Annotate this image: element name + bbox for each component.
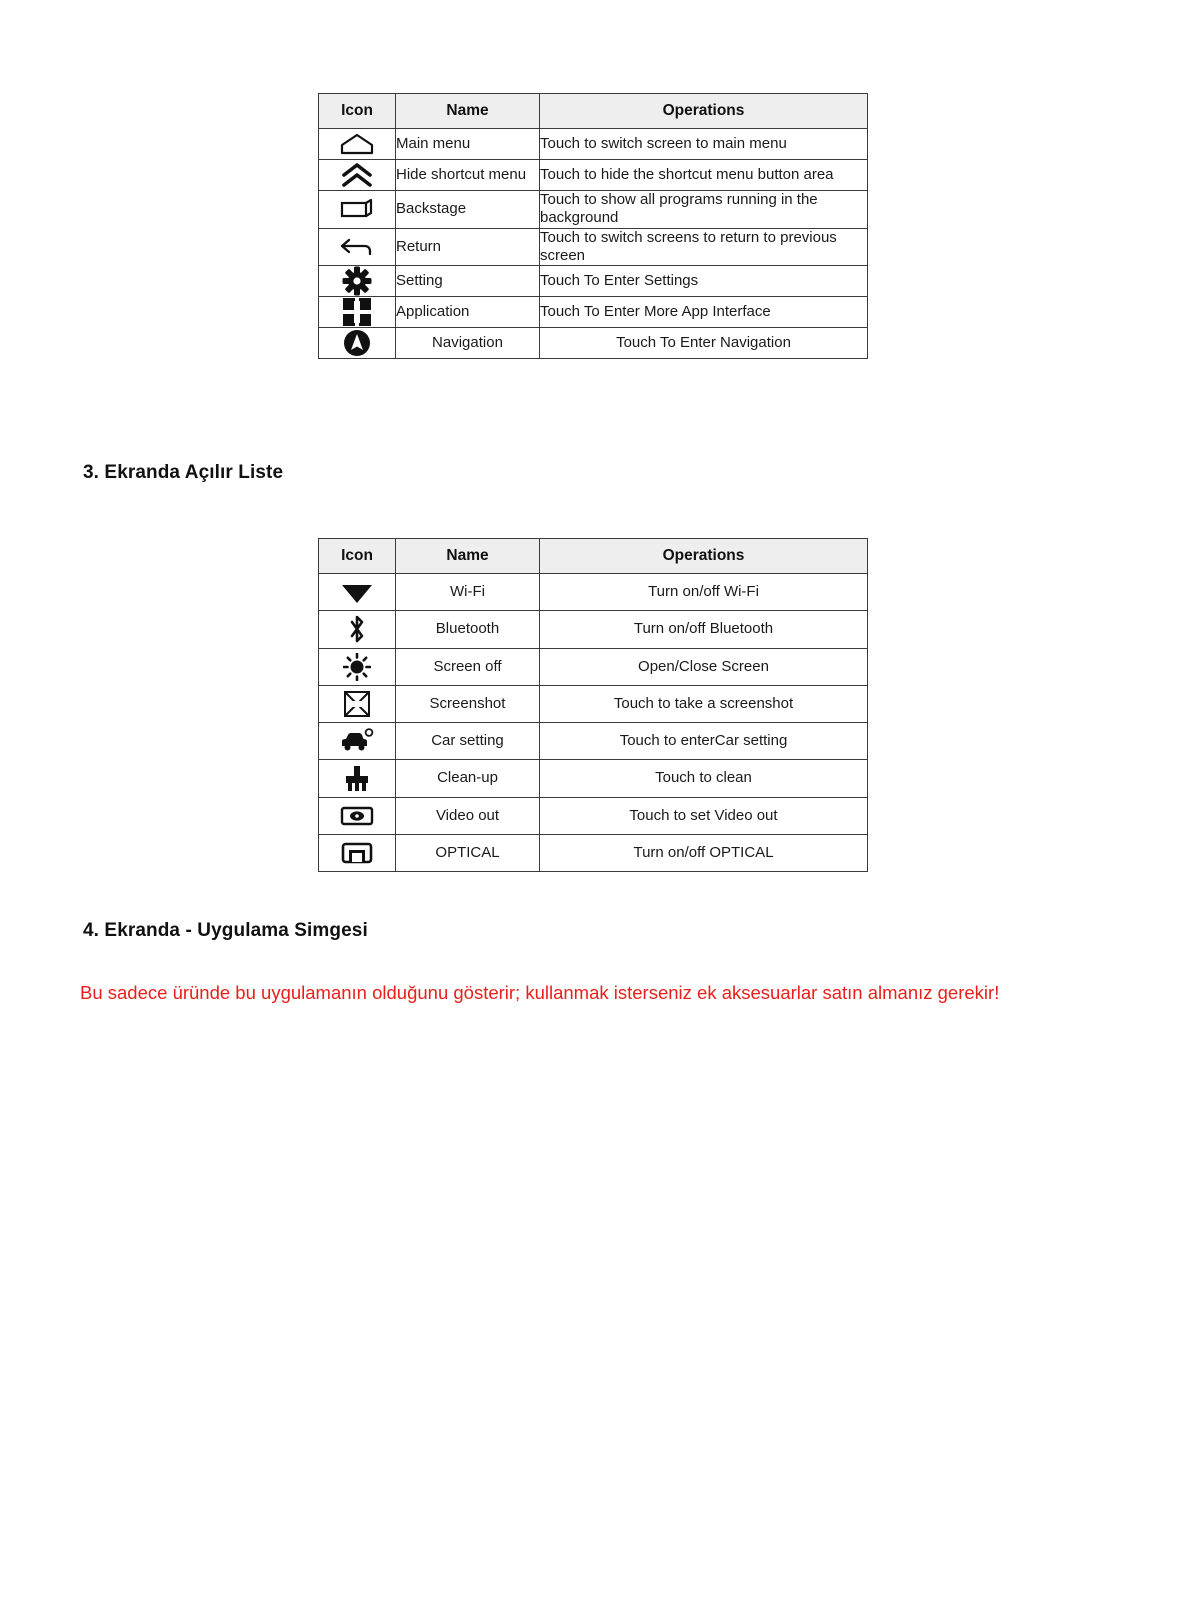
icon-operations: Touch to switch screens to return to previous screen [540, 228, 868, 266]
icon-name: Navigation [396, 328, 540, 359]
icon-operations: Touch to switch screen to main menu [540, 129, 868, 160]
clean-up-brush-icon [319, 764, 395, 794]
table-row [319, 574, 868, 611]
table-row [319, 160, 868, 191]
dropdown-icons-table-container [318, 538, 868, 872]
icon-name: Video out [396, 797, 540, 834]
icon-cell [319, 160, 396, 191]
icon-name: Wi-Fi [396, 574, 540, 611]
screenshot-icon [319, 689, 395, 719]
home-main-menu-icon [319, 129, 395, 159]
icon-name: Hide shortcut menu [396, 160, 540, 191]
table-row [319, 328, 868, 359]
table-row [319, 266, 868, 297]
grid-application-icon [319, 297, 395, 327]
table-header-row [319, 539, 868, 574]
icon-cell [319, 266, 396, 297]
optical-icon [319, 838, 395, 868]
icon-operations: Touch To Enter Settings [540, 266, 868, 297]
table-row [319, 835, 868, 872]
icon-name: Screen off [396, 648, 540, 685]
table-row [319, 648, 868, 685]
icon-cell [319, 574, 396, 611]
double-chevron-up-icon [319, 160, 395, 190]
table-row [319, 129, 868, 160]
icon-name: Main menu [396, 129, 540, 160]
icon-operations: Touch to enterCar setting [540, 723, 868, 760]
icon-name: Return [396, 228, 540, 266]
icon-cell [319, 760, 396, 797]
icon-cell [319, 648, 396, 685]
car-setting-icon [319, 726, 395, 756]
icon-operations: Touch to hide the shortcut menu button area [540, 160, 868, 191]
icon-name: Screenshot [396, 685, 540, 722]
icon-cell [319, 797, 396, 834]
icon-name: Backstage [396, 191, 540, 229]
section-heading-4: 4. Ekranda - Uygulama Simgesi [83, 920, 368, 941]
column-header-icon: Icon [319, 539, 396, 574]
icon-name: Bluetooth [396, 611, 540, 648]
icon-name: Application [396, 297, 540, 328]
column-header-name: Name [396, 539, 540, 574]
navigation-circle-icon [319, 328, 395, 358]
icon-operations: Touch to show all programs running in the background [540, 191, 868, 229]
icon-name: Clean-up [396, 760, 540, 797]
column-header-operations: Operations [540, 539, 868, 574]
icon-operations: Touch to clean [540, 760, 868, 797]
icon-operations: Touch To Enter More App Interface [540, 297, 868, 328]
gear-setting-icon [319, 266, 395, 296]
video-out-icon [319, 801, 395, 831]
navigation-icons-table [318, 93, 868, 359]
table-row [319, 797, 868, 834]
icon-operations: Touch to take a screenshot [540, 685, 868, 722]
icon-operations: Touch to set Video out [540, 797, 868, 834]
icon-cell [319, 611, 396, 648]
table-row [319, 297, 868, 328]
backstage-window-icon [319, 194, 395, 224]
icon-cell [319, 297, 396, 328]
icon-cell [319, 835, 396, 872]
icon-operations: Touch To Enter Navigation [540, 328, 868, 359]
dropdown-icons-table [318, 538, 868, 872]
icon-cell [319, 191, 396, 229]
brightness-screen-off-icon [319, 652, 395, 682]
table-header-row [319, 94, 868, 129]
bluetooth-icon [319, 614, 395, 644]
icon-operations: Turn on/off Bluetooth [540, 611, 868, 648]
column-header-icon: Icon [319, 94, 396, 129]
icon-cell [319, 328, 396, 359]
icon-name: OPTICAL [396, 835, 540, 872]
table-row [319, 191, 868, 229]
return-arrow-icon [319, 232, 395, 262]
column-header-operations: Operations [540, 94, 868, 129]
icon-operations: Open/Close Screen [540, 648, 868, 685]
column-header-name: Name [396, 94, 540, 129]
navigation-icons-table-container [318, 93, 868, 359]
icon-cell [319, 228, 396, 266]
table-row [319, 723, 868, 760]
icon-name: Car setting [396, 723, 540, 760]
icon-cell [319, 129, 396, 160]
table-row [319, 228, 868, 266]
section-heading-3: 3. Ekranda Açılır Liste [83, 462, 284, 483]
wifi-icon [319, 577, 395, 607]
table-row [319, 685, 868, 722]
table-row [319, 611, 868, 648]
icon-operations: Turn on/off Wi-Fi [540, 574, 868, 611]
table-row [319, 760, 868, 797]
icon-cell [319, 723, 396, 760]
icon-cell [319, 685, 396, 722]
icon-operations: Turn on/off OPTICAL [540, 835, 868, 872]
warning-note-text: Bu sadece üründe bu uygulamanın olduğunu gösterir; kullanmak isterseniz ek aksesuarlar satın almanız gerekir! [80, 982, 1000, 1003]
icon-name: Setting [396, 266, 540, 297]
